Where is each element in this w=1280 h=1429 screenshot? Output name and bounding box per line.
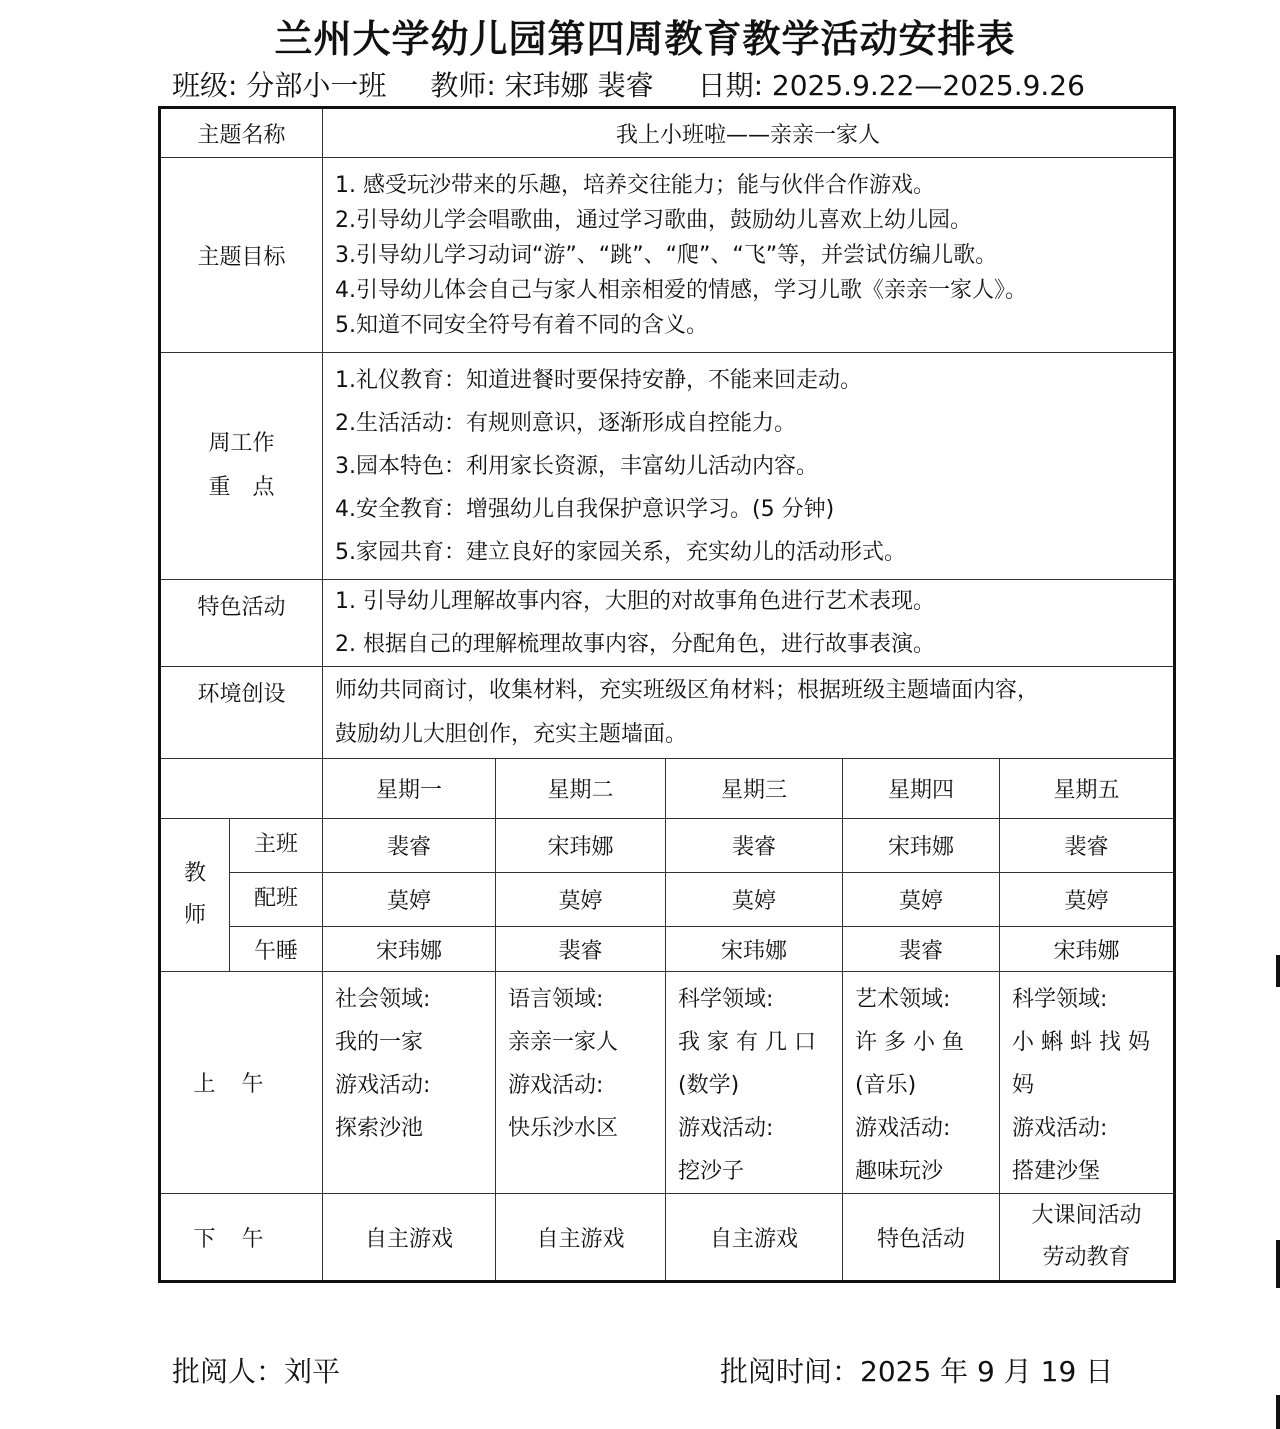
teacher-cell: 莫婷 [323, 873, 496, 927]
focus-item: 5.家园共育：建立良好的家园关系，充实幼儿的活动形式。 [335, 539, 907, 565]
focus-item: 1.礼仪教育：知道进餐时要保持安静，不能来回走动。 [335, 367, 863, 393]
teacher-cell: 宋玮娜 [496, 819, 666, 873]
environment-item: 师幼共同商讨，收集材料，充实班级区角材料；根据班级主题墙面内容， [335, 677, 1040, 703]
special-item: 2. 根据自己的理解梳理故事内容，分配角色，进行故事表演。 [335, 632, 936, 657]
day-header: 星期四 [843, 759, 1000, 819]
teacher-cell: 裴睿 [1000, 819, 1175, 873]
special-item: 1. 引导幼儿理解故事内容，大胆的对故事角色进行艺术表现。 [335, 589, 936, 614]
teacher-cell: 宋玮娜 [666, 927, 843, 972]
scan-edge-mark [1276, 955, 1280, 987]
date-range: 日期: 2025.9.22—2025.9.26 [697, 69, 1085, 102]
focus-label: 周工作 重 点 [160, 353, 323, 580]
day-header: 星期五 [1000, 759, 1175, 819]
focus-row [160, 353, 1175, 580]
teacher-cell: 裴睿 [843, 927, 1000, 972]
role-label: 主班 [230, 819, 323, 873]
afternoon-cell: 大课间活动 劳动教育 [1000, 1194, 1175, 1282]
class-name: 班级: 分部小一班 [172, 69, 387, 102]
focus-item: 2.生活活动：有规则意识，逐渐形成自控能力。 [335, 410, 797, 436]
special-row [160, 580, 1175, 667]
afternoon-cell: 特色活动 [843, 1194, 1000, 1282]
teacher-cell: 宋玮娜 [843, 819, 1000, 873]
afternoon-cell: 自主游戏 [323, 1194, 496, 1282]
goal-item: 2.引导幼儿学会唱歌曲，通过学习歌曲，鼓励幼儿喜欢上幼儿园。 [335, 207, 973, 233]
goals-row [160, 158, 1175, 353]
environment-item: 鼓励幼儿大胆创作，充实主题墙面。 [335, 721, 688, 747]
goal-item: 1. 感受玩沙带来的乐趣，培养交往能力；能与伙伴合作游戏。 [335, 172, 936, 198]
teacher-cell: 裴睿 [666, 819, 843, 873]
teacher-cell: 宋玮娜 [1000, 927, 1175, 972]
days-row [160, 759, 1175, 819]
schedule-table [158, 106, 1176, 1283]
afternoon-row [160, 1194, 1175, 1282]
scan-edge-mark [1276, 1395, 1280, 1429]
day-header: 星期一 [323, 759, 496, 819]
scan-edge-mark [1276, 1240, 1280, 1288]
goals-label: 主题目标 [160, 158, 323, 353]
theme-row [160, 108, 1175, 158]
afternoon-cell: 自主游戏 [666, 1194, 843, 1282]
morning-row [160, 972, 1175, 1194]
focus-item: 3.园本特色：利用家长资源，丰富幼儿活动内容。 [335, 453, 819, 479]
morning-cell: 科学领域: 我 家 有 几 口 (数学) 游戏活动: 挖沙子 [666, 972, 843, 1194]
goal-item: 3.引导幼儿学习动词“游”、“跳”、“爬”、“飞”等，并尝试仿编儿歌。 [335, 242, 998, 268]
day-header: 星期二 [496, 759, 666, 819]
teacher-cell: 裴睿 [496, 927, 666, 972]
reviewer: 批阅人：刘平 [172, 1355, 341, 1388]
teacher-cell: 莫婷 [1000, 873, 1175, 927]
teacher-nap-row [160, 927, 1175, 972]
theme-label: 主题名称 [160, 108, 323, 158]
goal-item: 5.知道不同安全符号有着不同的含义。 [335, 312, 709, 338]
afternoon-label: 下午 [160, 1194, 323, 1282]
day-header: 星期三 [666, 759, 843, 819]
morning-cell: 科学领域: 小 蝌 蚪 找 妈 妈 游戏活动: 搭建沙堡 [1000, 972, 1175, 1194]
environment-content [323, 667, 1175, 759]
teacher-cell: 莫婷 [666, 873, 843, 927]
goal-item: 4.引导幼儿体会自己与家人相亲相爱的情感，学习儿歌《亲亲一家人》。 [335, 277, 1028, 303]
teacher-main-row [160, 819, 1175, 873]
teacher-group-label: 教 师 [160, 819, 230, 972]
role-label: 午睡 [230, 927, 323, 972]
morning-label: 上午 [160, 972, 323, 1194]
morning-cell: 语言领域: 亲亲一家人 游戏活动: 快乐沙水区 [496, 972, 666, 1194]
page-title: 兰州大学幼儿园第四周教育教学活动安排表 [274, 17, 1016, 61]
teacher-assist-row [160, 873, 1175, 927]
teacher-cell: 宋玮娜 [323, 927, 496, 972]
morning-cell: 社会领域: 我的一家 游戏活动: 探索沙池 [323, 972, 496, 1194]
review-time: 批阅时间：2025 年 9 月 19 日 [720, 1355, 1114, 1388]
teacher-cell: 莫婷 [843, 873, 1000, 927]
days-corner [160, 759, 323, 819]
environment-row [160, 667, 1175, 759]
environment-label: 环境创设 [160, 667, 323, 759]
morning-cell: 艺术领域: 许 多 小 鱼 (音乐) 游戏活动: 趣味玩沙 [843, 972, 1000, 1194]
special-label: 特色活动 [160, 580, 323, 667]
teacher-cell: 裴睿 [323, 819, 496, 873]
theme-value: 我上小班啦——亲亲一家人 [323, 108, 1175, 158]
header-info [172, 64, 1085, 104]
focus-content [323, 353, 1175, 580]
focus-item: 4.安全教育：增强幼儿自我保护意识学习。(5 分钟) [335, 496, 835, 522]
goals-content [323, 158, 1175, 353]
afternoon-cell: 自主游戏 [496, 1194, 666, 1282]
role-label: 配班 [230, 873, 323, 927]
teacher-cell: 莫婷 [496, 873, 666, 927]
teacher-names: 教师: 宋玮娜 裴睿 [430, 69, 654, 102]
special-content [323, 580, 1175, 667]
